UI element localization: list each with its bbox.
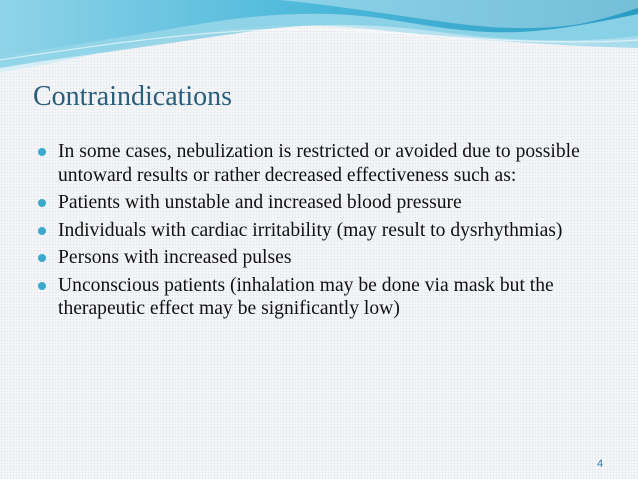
bullet-dot-icon	[38, 148, 46, 156]
bullet-dot-icon	[38, 254, 46, 262]
page-number: 4	[597, 458, 604, 470]
bullet-item	[37, 219, 607, 243]
bullet-text: Unconscious patients (inhalation may be done via mask but the therapeutic effect may be significantly low)	[58, 274, 554, 319]
bullet-item	[37, 274, 607, 321]
slide-title: Contraindications	[33, 81, 233, 112]
bullet-dot-icon	[38, 227, 46, 235]
bullet-dot-icon	[38, 282, 46, 290]
bullet-text: Persons with increased pulses	[58, 247, 292, 268]
bullet-text: Patients with unstable and increased blood pressure	[58, 192, 462, 213]
bullet-item	[37, 246, 607, 270]
bullet-list	[37, 140, 607, 325]
bullet-dot-icon	[38, 199, 46, 207]
wave-header-decoration	[0, 0, 638, 80]
bullet-item	[37, 191, 607, 215]
bullet-text: In some cases, nebulization is restricted or avoided due to possible untoward results or rather decreased effectiveness such as:	[58, 141, 580, 186]
bullet-item	[37, 140, 607, 187]
bullet-text: Individuals with cardiac irritability (may result to dysrhythmias)	[58, 219, 563, 241]
